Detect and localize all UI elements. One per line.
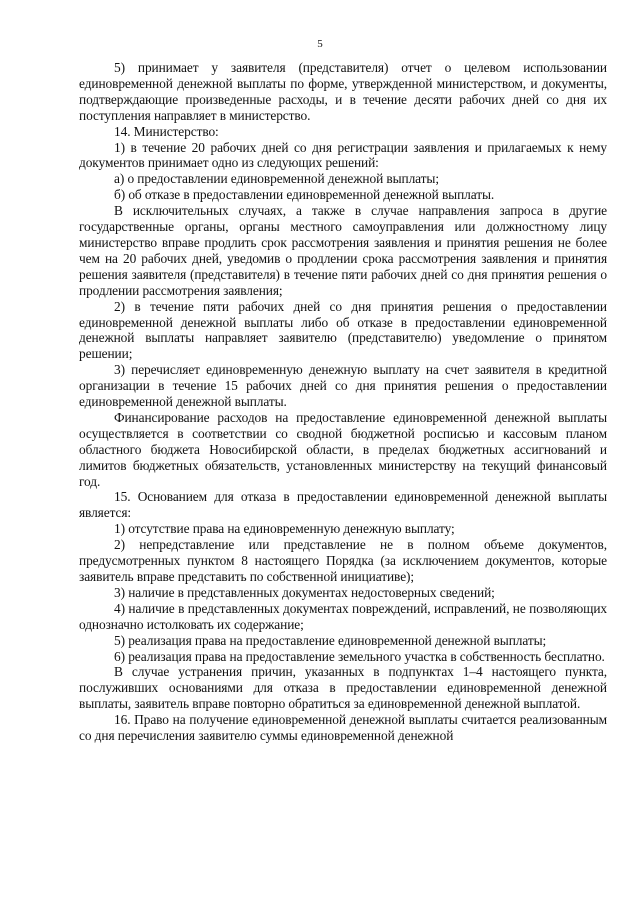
paragraph-exceptional-cases: В исключительных случаях, а также в случае направления запроса в другие государственные органы, органы местного самоуправления или должностному лицу министерство вправе продлить срок рассмотрения заявления и принятия решения не более чем на 20 рабочих дней, уведомив о продлении срока рассмотрения заявления и принятия решения заявителя (представителя) в течение пяти рабочих дней со дня принятия решения о продлении рассмотрения заявления; [79,203,607,298]
clause-14-heading: 14. Министерство: [114,123,219,139]
page-number: 5 [317,38,323,50]
paragraph-15-5: 5) реализация права на предоставление единовременной денежной выплаты; [114,632,547,648]
paragraph-5-report: 5) принимает у заявителя (представителя) отчет о целевом использовании единовременной денежной выплаты по форме, утвержденной министерством, и документы, подтверждающие произведенные расходы, и в течение десяти рабочих дней со дня их поступления направляет в министерство. [79,60,607,123]
clause-15-heading: 15. Основанием для отказа в предоставлении единовременной денежной выплаты является: [79,489,607,521]
paragraph-repeat-application: В случае устранения причин, указанных в подпунктах 1–4 настоящего пункта, послуживших основаниями для отказа в предоставлении единовременной денежной выплаты, заявитель вправе повторно обратиться за единовременной денежной выплатой. [79,664,607,712]
clause-16-paragraph: 16. Право на получение единовременной денежной выплаты считается реализованным со дня перечисления заявителю суммы единовременной денежной [79,712,607,744]
paragraph-14-2: 2) в течение пяти рабочих дней со дня принятия решения о предоставлении единовременной денежной выплаты либо об отказе в предоставлении единовременной денежной выплаты направляет заявителю (представителю) уведомление о принятом решении; [79,298,607,362]
paragraph-15-4: 4) наличие в представленных документах повреждений, исправлений, не позволяющих однозначно истолковать их содержание; [79,600,607,632]
paragraph-15-3: 3) наличие в представленных документах недостоверных сведений; [114,584,495,600]
paragraph-15-1: 1) отсутствие права на единовременную денежную выплату; [114,521,455,537]
paragraph-financing: Финансирование расходов на предоставление единовременной денежной выплаты осуществляется в соответствии со сводной бюджетной росписью и кассовым планом областного бюджета Новосибирской области, в пределах бюджетных ассигнований и лимитов бюджетных обязательств, установленных министерству на текущий финансовый год. [79,409,607,489]
paragraph-15-2: 2) непредставление или представление не в полном объеме документов, предусмотренных пунктом 8 настоящего Порядка (за исключением документов, которые заявитель вправе представить по собственной инициативе); [79,537,607,584]
paragraph-14-1-b: б) об отказе в предоставлении единовременной денежной выплаты. [114,187,495,203]
paragraph-15-6: 6) реализация права на предоставление земельного участка в собственность бесплатно. [114,648,605,664]
document-body [79,60,607,744]
paragraph-14-1-a: а) о предоставлении единовременной денежной выплаты; [114,171,439,187]
paragraph-14-3: 3) перечисляет единовременную денежную выплату на счет заявителя в кредитной организации в течение 15 рабочих дней со дня принятия решения о предоставлении единовременной денежной выплаты. [79,362,607,410]
paragraph-14-1: 1) в течение 20 рабочих дней со дня регистрации заявления и прилагаемых к нему документов принимает одно из следующих решений: [79,139,607,171]
